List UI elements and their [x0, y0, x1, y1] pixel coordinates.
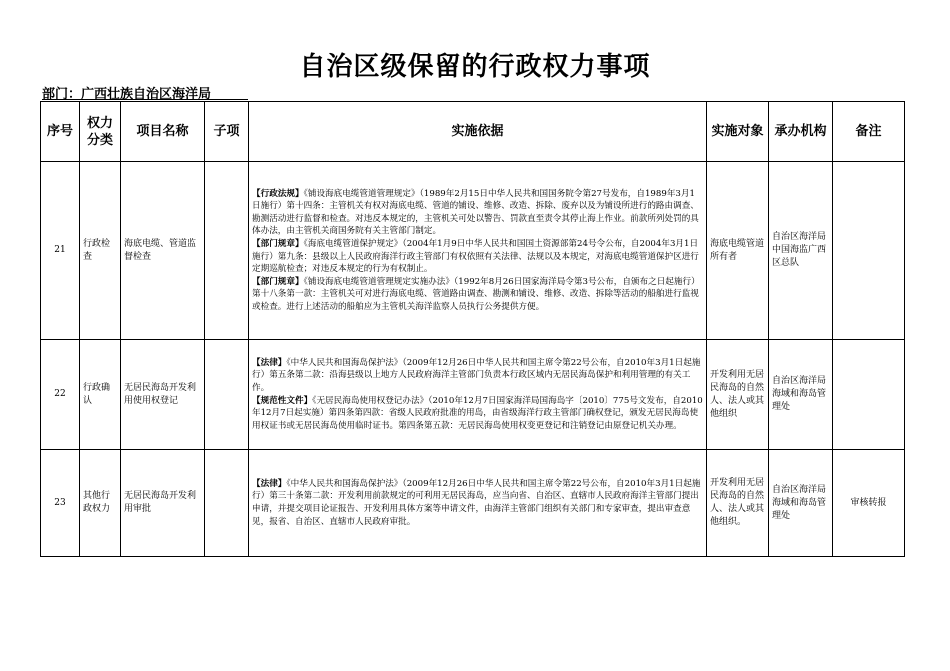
page-title: 自治区级保留的行政权力事项 [299, 52, 651, 82]
row-index: 23 [41, 450, 80, 557]
basis-paragraph [252, 188, 703, 238]
row-item-name: 无居民海岛开发利用使用权登记 [121, 340, 205, 450]
header-row [41, 102, 905, 162]
basis-tag: 【部门规章】 [252, 238, 304, 249]
row-category: 行政检查 [80, 162, 121, 340]
header-item-name: 项目名称 [121, 102, 205, 162]
table-row [41, 450, 905, 557]
table-row [41, 340, 905, 450]
table-row [41, 162, 905, 340]
row-agency: 自治区海洋局海域和海岛管理处 [769, 450, 833, 557]
row-category: 其他行政权力 [80, 450, 121, 557]
basis-text: 《无居民海岛使用权登记办法》（2010年12月7日国家海洋局国海岛字〔2010〕775号文发布，自2010年12月7日起实施）第四条第四款：省级人民政府批准的用岛，由省级海洋行政主管部门确权登记，颁发无居民海岛使用权证书或无居民海岛使用临时证书。第四条第五款：无居民海岛使用权变更登记和注销登记由原登记机关办理。 [252, 395, 703, 431]
row-index: 21 [41, 162, 80, 340]
row-index: 22 [41, 340, 80, 450]
header-target: 实施对象 [707, 102, 769, 162]
basis-paragraph [252, 357, 703, 395]
basis-paragraph [252, 238, 703, 276]
row-sub-item [205, 162, 249, 340]
header-index: 序号 [41, 102, 80, 162]
row-sub-item [205, 340, 249, 450]
header-category: 权力分类 [80, 102, 121, 162]
basis-text: 《铺设海底电缆管道管理规定》（1989年2月15日中华人民共和国国务院令第27号发布，自1989年3月1日施行）第十四条：主管机关有权对海底电缆、管道的铺设、维修、改造、拆除、废弃以及为铺设所进行的路由调查、勘测活动进行监督和检查。对违反本规定的，主管机关可处以警告、罚款直至责令其停止海上作业。前款所列处罚的具体办法，由主管机关商国务院有关主管部门制定。 [252, 188, 699, 237]
basis-tag: 【部门规章】 [252, 276, 304, 287]
row-agency: 自治区海洋局海域和海岛管理处 [769, 340, 833, 450]
department-underline [42, 99, 248, 100]
header-sub-item: 子项 [205, 102, 249, 162]
row-target: 海底电缆管道所有者 [707, 162, 769, 340]
row-target: 开发利用无居民海岛的自然人、法人或其他组织 [707, 340, 769, 450]
row-item-name: 无居民海岛开发利用审批 [121, 450, 205, 557]
row-target: 开发利用无居民海岛的自然人、法人或其他组织。 [707, 450, 769, 557]
header-remark: 备注 [833, 102, 905, 162]
row-basis [249, 162, 707, 340]
row-category: 行政确认 [80, 340, 121, 450]
basis-tag: 【法律】 [252, 357, 287, 368]
basis-paragraph [252, 395, 703, 433]
basis-tag: 【行政法规】 [252, 188, 304, 199]
basis-tag: 【规范性文件】 [252, 395, 313, 406]
basis-text: 《铺设海底电缆管道管理规定实施办法》（1992年8月26日国家海洋局令第3号公布，自颁布之日起施行）第十八条第一款：主管机关可对进行海底电缆、管道路由调查、勘测和铺设、维修、改造、拆除等活动的船舶进行监视或检查。进行上述活动的船舶应为主管机关海洋监察人员执行公务提供方便。 [252, 276, 700, 312]
power-items-table [40, 101, 905, 557]
header-basis: 实施依据 [249, 102, 707, 162]
department-label: 部门：广西壮族自治区海洋局 [42, 87, 212, 102]
basis-text: 《中华人民共和国海岛保护法》（2009年12月26日中华人民共和国主席令第22号公布，自2010年3月1日起施行）第三十条第二款：开发利用前款规定的可利用无居民海岛，应当向省、自治区、直辖市人民政府海洋主管部门提出申请，并提交项目论证报告、开发利用具体方案等申请文件，由海洋主管部门组织有关部门和专家审查，提出审查意见，报省、自治区、直辖市人民政府审批。 [252, 478, 701, 527]
row-agency: 自治区海洋局中国海监广西区总队 [769, 162, 833, 340]
row-remark [833, 162, 905, 340]
basis-text: 《海底电缆管道保护规定》（2004年1月9日中华人民共和国国土资源部第24号令公布，自2004年3月1日施行）第九条：县级以上人民政府海洋行政主管部门有权依照有关法律、法规以及本规定，对海底电缆管道保护区进行定期巡航检查；对违反本规定的行为有权制止。 [252, 238, 699, 275]
row-item-name: 海底电缆、管道监督检查 [121, 162, 205, 340]
row-basis [249, 450, 707, 557]
row-remark [833, 340, 905, 450]
row-remark: 审核转报 [833, 450, 905, 557]
row-sub-item [205, 450, 249, 557]
basis-paragraph [252, 276, 703, 314]
basis-paragraph [252, 478, 703, 528]
row-basis [249, 340, 707, 450]
header-agency: 承办机构 [769, 102, 833, 162]
basis-tag: 【法律】 [252, 478, 287, 489]
basis-text: 《中华人民共和国海岛保护法》（2009年12月26日中华人民共和国主席令第22号公布，自2010年3月1日起施行）第五条第二款：沿海县级以上地方人民政府海洋主管部门负责本行政区域内无居民海岛保护和利用管理的有关工作。 [252, 357, 701, 393]
